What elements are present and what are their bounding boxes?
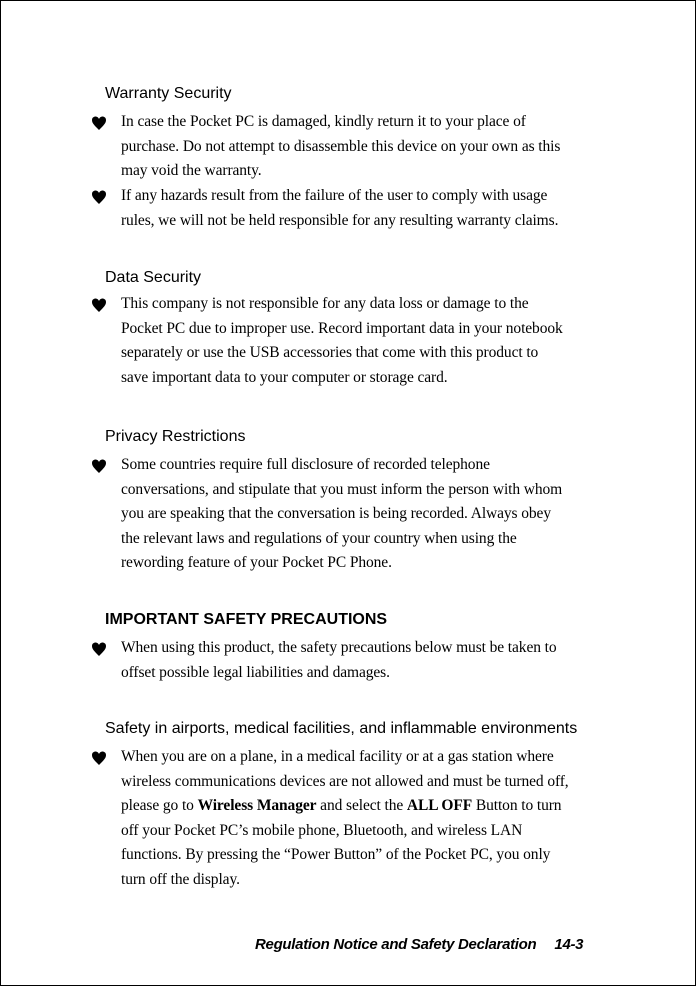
text-line: If any hazards result from the failure of the user to comply with usage xyxy=(121,187,548,204)
text-line-rich xyxy=(121,794,621,819)
heading-warranty-security: Warranty Security xyxy=(105,85,232,102)
text-run: please go to xyxy=(121,797,198,815)
footer-title: Regulation Notice and Safety Declaration xyxy=(255,936,537,953)
text-line: This company is not responsible for any data loss or damage to the xyxy=(121,295,529,312)
text-line: turn off the display. xyxy=(121,870,240,888)
page-footer xyxy=(255,936,583,953)
paragraph-privacy xyxy=(121,453,621,576)
paragraph-safety-precautions xyxy=(121,636,621,685)
text-line: conversations, and stipulate that you must inform the person with whom xyxy=(121,480,563,498)
paragraph-warranty-1 xyxy=(121,110,621,184)
wireless-manager-term: Wireless Manager xyxy=(197,797,317,815)
text-line: off your Pocket PC’s mobile phone, Bluetooth, and wireless LAN xyxy=(121,821,523,839)
text-line: the relevant laws and regulations of your country when using the xyxy=(121,529,517,547)
paragraph-data-security xyxy=(121,292,621,390)
heart-bullet-icon xyxy=(91,750,107,766)
paragraph-warranty-2 xyxy=(121,184,621,233)
heading-important-safety-precautions: IMPORTANT SAFETY PRECAUTIONS xyxy=(105,611,388,628)
heart-bullet-icon xyxy=(91,189,107,205)
heading-data-security: Data Security xyxy=(105,269,202,286)
text-line: separately or use the USB accessories that come with this product to xyxy=(121,344,539,362)
text-run: and select the xyxy=(316,797,407,815)
text-line: wireless communications devices are not allowed and must be turned off, xyxy=(121,772,569,790)
text-run: Button to turn xyxy=(472,797,562,815)
text-line: Some countries require full disclosure of recorded telephone xyxy=(121,456,490,473)
text-line: When you are on a plane, in a medical facility or at a gas station where xyxy=(121,748,554,765)
heart-bullet-icon xyxy=(91,641,107,657)
page-number: 14-3 xyxy=(554,936,584,953)
paragraph-safety-airports xyxy=(121,745,621,893)
text-line: In case the Pocket PC is damaged, kindly return it to your place of xyxy=(121,113,526,130)
all-off-term: ALL OFF xyxy=(406,797,473,815)
text-line: offset possible legal liabilities and damages. xyxy=(121,663,390,681)
text-line: may void the warranty. xyxy=(121,162,262,180)
text-line: save important data to your computer or storage card. xyxy=(121,368,448,386)
text-line: functions. By pressing the “Power Button” of the Pocket PC, you only xyxy=(121,846,551,864)
heading-safety-airports: Safety in airports, medical facilities, and inflammable environments xyxy=(105,720,578,737)
text-line: rewording feature of your Pocket PC Phone. xyxy=(121,554,392,572)
text-line: Pocket PC due to improper use. Record important data in your notebook xyxy=(121,319,563,337)
heart-bullet-icon xyxy=(91,297,107,313)
text-line: you are speaking that the conversation is being recorded. Always obey xyxy=(121,505,551,523)
text-line: rules, we will not be held responsible for any resulting warranty claims. xyxy=(121,211,559,229)
heading-privacy-restrictions: Privacy Restrictions xyxy=(105,428,246,445)
heart-bullet-icon xyxy=(91,458,107,474)
heart-bullet-icon xyxy=(91,115,107,131)
text-line: When using this product, the safety precautions below must be taken to xyxy=(121,639,557,656)
text-line: purchase. Do not attempt to disassemble this device on your own as this xyxy=(121,137,561,155)
